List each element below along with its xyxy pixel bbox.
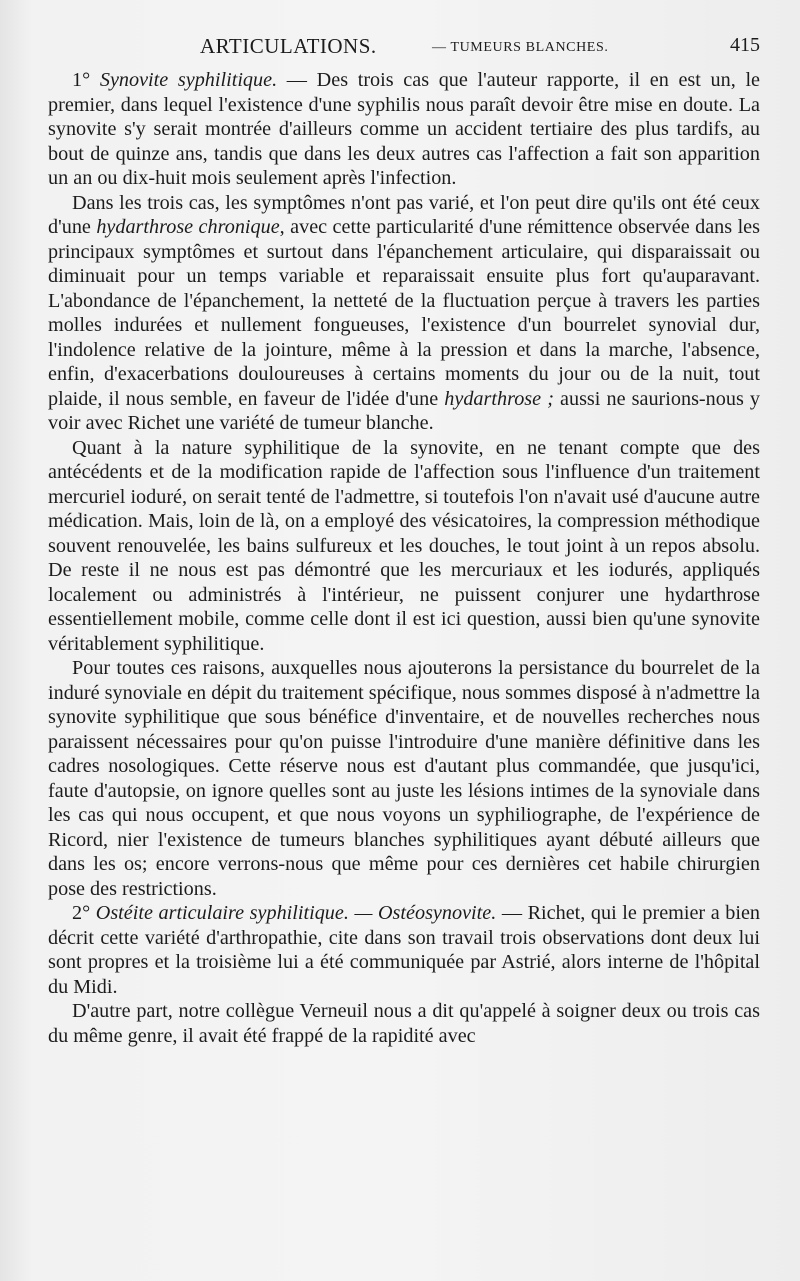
page-number: 415 <box>730 34 760 56</box>
paragraph-synovite <box>48 68 760 191</box>
header-title: ARTICULATIONS. <box>200 34 377 58</box>
emphasis-text: hydarthrose chronique <box>96 216 280 238</box>
running-header <box>48 34 760 60</box>
emphasis-text: hydarthrose ; <box>444 387 554 410</box>
section-title: Ostéite articulaire syphilitique. — Ostéosynovite. <box>95 902 497 924</box>
paragraph-text: — Richet, qui le premier a bien décrit cette variété d'arthropathie, cite dans son travail trois observations dont deux lui sont propres et la troisième lui a été communiquée par Astrié, alors interne de l'hôpital du Midi. <box>48 902 760 998</box>
paragraph-symptomes <box>48 191 760 436</box>
paragraph-text: , avec cette particularité d'une rémittence observée dans les principaux symptômes et surtout dans l'épanchement articulaire, qui disparaissait ou diminuait pour un temps variable et reparaissait ensuite plus fort qu'auparavant. L'abondance de l'épanchement, la netteté de la fluctuation perçue à travers les parties molles indurées et nullement fongueuses, l'existence d'un bourrelet synovial dur, l'indolence relative de la jointure, même à la pression et dans la marche, l'absence, enfin, d'exacerbations douloureuses à certains moments du jour ou de la nuit, tout plaide, il nous semble, en faveur de l'idée d'une <box>48 216 760 410</box>
paragraph-verneuil <box>48 999 760 1048</box>
paragraph-text: Dans les trois cas, les symptômes n'ont pas varié, et l'on peut dire qu'ils ont été ceux d'une <box>48 191 760 238</box>
paragraph-raisons <box>48 656 760 901</box>
paragraph-nature <box>48 436 760 657</box>
paragraph-text: — Des trois cas que l'auteur rapporte, il en est un, le premier, dans lequel l'existence d'une syphilis nous paraît devoir être mise en doute. La synovite s'y serait montrée d'ailleurs comme un accident tertiaire des plus tardifs, au bout de quinze ans, tandis que dans les deux autres cas l'affection a fait son apparition un an ou dix-huit mois seulement après l'infection. <box>48 69 761 189</box>
section-number: 2° <box>72 902 91 924</box>
paragraph-text: Pour toutes ces raisons, auxquelles nous ajouterons la persistance du bourrelet de la induré synoviale en dépit du traitement spécifique, nous sommes disposé à n'admettre la synovite syphilitique que sous bénéfice d'inventaire, et de nouvelles recherches nous paraissent nécessaires pour qu'on puisse l'introduire d'une manière définitive dans les cadres nosologiques. Cette réserve nous est d'autant plus commandée, que jusqu'ici, faute d'autopsie, on ignore quelles sont au juste les lésions intimes de la synoviale dans les cas qui nous occupent, et que nous voyons un syphiliographe, de l'expérience de Ricord, nier l'existence de tumeurs blanches syphilitiques ayant débuté ailleurs que dans les os; encore verrons-nous que même pour ces dernières cet habile chirurgien pose des restrictions. <box>48 657 760 900</box>
paragraph-text: Quant à la nature syphilitique de la synovite, en ne tenant compte que des antécédents et de la modification rapide de l'affection sous l'influence d'un traitement mercuriel ioduré, on serait tenté de l'admettre, si toutefois l'on n'avait usé d'aucune autre médication. Mais, loin de là, on a employé des vésicatoires, la compression méthodique souvent renouvelée, les bains sulfureux et les douches, le tout joint à un repos absolu. De reste il ne nous est pas démontré que les mercuriaux et les iodurés, appliqués localement ou administrés à l'intérieur, ne puissent conjurer une hydarthrose essentiellement mobile, comme celle dont il est ici question, aussi bien qu'une synovite véritablement syphilitique. <box>48 436 760 655</box>
section-title: Synovite syphilitique. <box>99 69 278 91</box>
paragraph-text: aussi ne saurions-nous y voir avec Richet une variété de tumeur blanche. <box>48 387 760 434</box>
header-subtitle: — TUMEURS BLANCHES. <box>432 40 609 55</box>
section-number: 1° <box>72 69 91 91</box>
paragraph-text: D'autre part, notre collègue Verneuil nous a dit qu'appelé à soigner deux ou trois cas du même genre, il avait été frappé de la rapidité avec <box>48 1000 760 1047</box>
page-body <box>48 68 760 1048</box>
paragraph-osteite <box>48 901 760 999</box>
